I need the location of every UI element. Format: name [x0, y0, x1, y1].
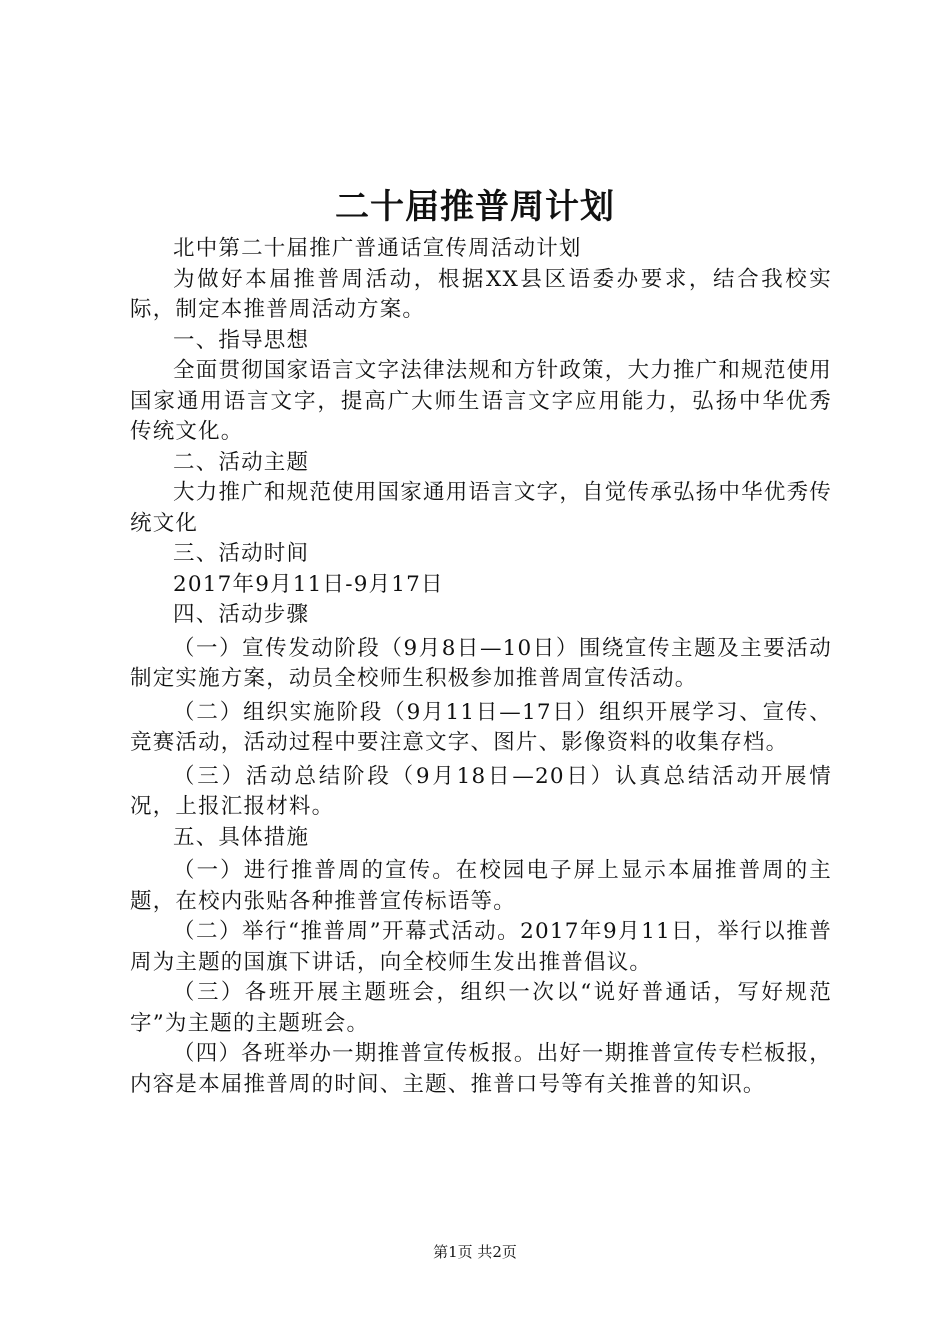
paragraph-step-3: （三）活动总结阶段（9月18日—20日）认真总结活动开展情况，上报汇报材料。 — [130, 763, 832, 819]
heading-specific-measures: 五、具体措施 — [173, 824, 310, 850]
paragraph-subtitle: 北中第二十届推广普通话宣传周活动计划 — [173, 236, 582, 261]
paragraph-step-2: （二）组织实施阶段（9月11日—17日）组织开展学习、宣传、竞赛活动，活动过程中要注意文字、图片、影像资料的收集存档。 — [130, 699, 832, 755]
paragraph-activity-theme: 大力推广和规范使用国家通用语言文字，自觉传承弘扬中华优秀传统文化 — [130, 480, 832, 536]
heading-activity-steps: 四、活动步骤 — [173, 602, 310, 627]
paragraph-measure-3: （三）各班开展主题班会，组织一次以“说好普通话，写好规范字”为主题的主题班会。 — [130, 980, 832, 1036]
paragraph-measure-4: （四）各班举办一期推普宣传板报。出好一期推普宣传专栏板报，内容是本届推普周的时间、主题、推普口号等有关推普的知识。 — [130, 1041, 832, 1097]
document-title: 二十届推普周计划 — [335, 187, 615, 227]
paragraph-measure-1: （一）进行推普周的宣传。在校园电子屏上显示本届推普周的主题，在校内张贴各种推普宣传标语等。 — [130, 858, 832, 914]
heading-guiding-thought: 一、指导思想 — [173, 327, 310, 353]
paragraph-activity-time: 2017年9月11日-9月17日 — [173, 571, 444, 597]
paragraph-intro: 为做好本届推普周活动，根据XX县区语委办要求，结合我校实际，制定本推普周活动方案。 — [130, 266, 832, 322]
document-body — [130, 234, 832, 1100]
heading-activity-time: 三、活动时间 — [173, 541, 310, 566]
page-footer: 第1页 共2页 — [433, 1243, 517, 1261]
paragraph-guiding-thought: 全面贯彻国家语言文字法律法规和方针政策，大力推广和规范使用国家通用语言文字，提高广大师生语言文字应用能力，弘扬中华优秀传统文化。 — [130, 358, 832, 444]
paragraph-step-1: （一）宣传发动阶段（9月8日—10日）围绕宣传主题及主要活动制定实施方案，动员全校师生积极参加推普周宣传活动。 — [130, 635, 832, 691]
paragraph-measure-2: （二）举行“推普周”开幕式活动。2017年9月11日，举行以推普周为主题的国旗下讲话，向全校师生发出推普倡议。 — [130, 919, 832, 975]
heading-activity-theme: 二、活动主题 — [173, 449, 310, 475]
